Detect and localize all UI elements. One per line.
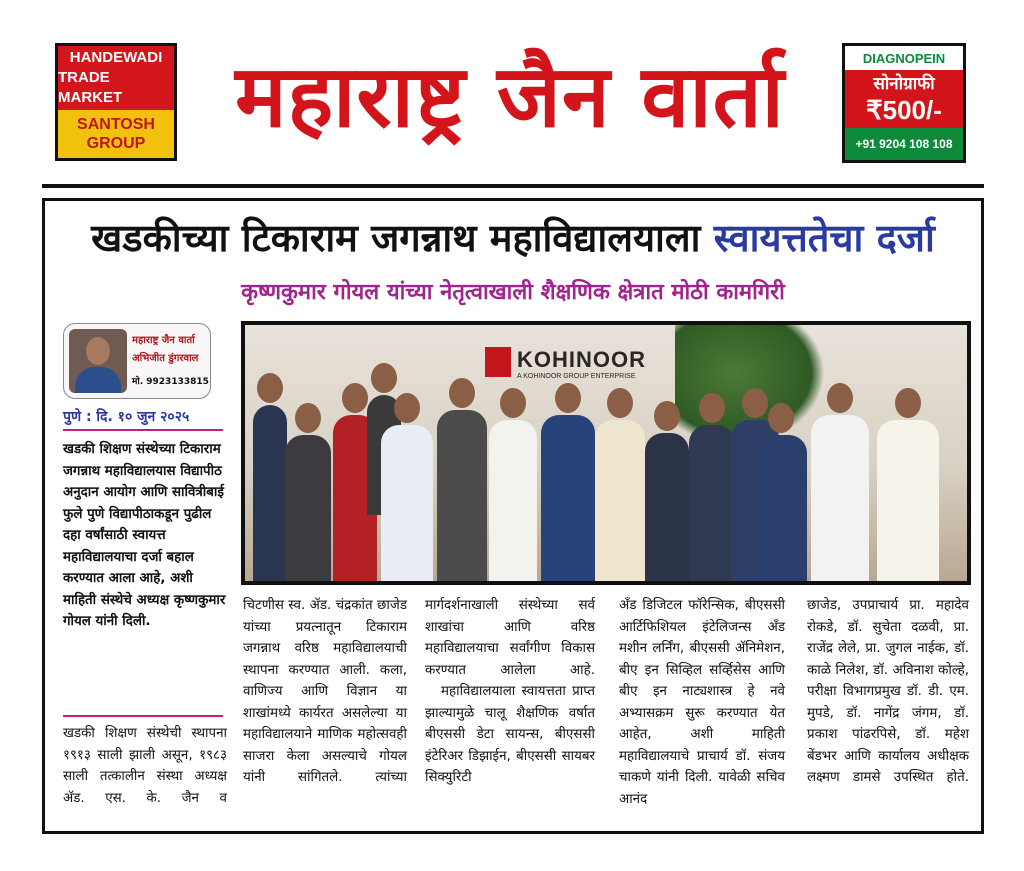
article-photo <box>241 321 971 585</box>
ad-handewadi-top <box>58 46 174 110</box>
ad-brand: DIAGNOPEIN <box>862 50 946 66</box>
headline-highlight: स्वायत्ततेचा दर्जा <box>713 216 935 260</box>
lead-paragraph: खडकी शिक्षण संस्थेच्या टिकाराम जगन्नाथ महाविद्यालयास विद्यापीठ अनुदान आयोग आणि सावित्रीबाई फुले पुणे विद्यापीठाकडून पुढील दहा वर्षांसाठी स्वायत्त महाविद्यालयाचा दर्जा बहाल करण्यात आला आहे, अशी माहिती संस्थेचे अध्यक्ष कृष्णकुमार गोयल यांनी दिली. <box>63 442 226 629</box>
ad-service: सोनोग्राफी <box>873 74 935 94</box>
article-subheadline: कृष्णकुमार गोयल यांच्या नेतृत्वाखाली शैक्षणिक क्षेत्रात मोठी कामगिरी <box>241 280 785 305</box>
ad-diagnopein[interactable] <box>842 43 966 163</box>
dateline: पुणे : दि. १० जुन २०२५ <box>63 409 190 425</box>
col3-para1: मार्गदर्शनाखाली संस्थेच्या सर्व शाखांचा आणि वरिष्ठ महाविद्यालयाचा सर्वांगीण विकास करण्यात आलेला आहे. <box>425 598 595 678</box>
divider <box>63 429 223 431</box>
headline-main: खडकीच्या टिकाराम जगन्नाथ महाविद्यालयाला <box>91 216 714 260</box>
body-column-4: ॲंड डिजिटल फॉरेन्सिक, बीएससी आर्टिफिशियल इंटेलिजन्स ॲंड मशीन लर्निंग, बीएससी ॲनिमेशन, बीए इन सिव्हिल सर्व्हिसेस आणि बीए इन नाट्यशास्त्र हे नवे अभ्यासक्रम सुरू करण्यात येत आहेत, अशी माहिती महाविद्यालयाचे प्राचार्य डॉ. संजय चाकणे यांनी दिली. यावेळी सचिव आनंद <box>619 598 785 807</box>
logo-tag: A KOHINOOR GROUP ENTERPRISE <box>517 373 636 380</box>
ad-line2: TRADE MARKET <box>58 69 123 106</box>
masthead-divider <box>42 184 984 188</box>
col3-para2: महाविद्यालयाला स्वायत्तता प्राप्त झाल्यामुळे चालू शैक्षणिक वर्षात बीएससी डेटा सायन्स, बीएससी इंटेरिअर डिझाईन, बीएससी सायबर सिक्युरिटी <box>425 684 595 785</box>
byline-paper: महाराष्ट्र जैन वार्ता <box>132 335 195 346</box>
body-column-1: खडकी शिक्षण संस्थेची स्थापना १९१३ साली झाली असून, १९८३ साली तत्कालीन संस्था अध्यक्ष ॲड. एस. के. जैन व <box>63 726 227 806</box>
article-headline <box>45 215 981 261</box>
body-column-3 <box>425 595 595 789</box>
byline-card <box>63 323 211 399</box>
byline-reporter: अभिजीत डुंगरवाल <box>132 353 199 364</box>
ad-line3: SANTOSH <box>77 116 155 133</box>
reporter-avatar <box>69 329 127 393</box>
ad-line1: HANDEWADI <box>69 49 163 66</box>
kohinoor-logo <box>485 345 675 385</box>
article-box <box>42 198 984 834</box>
byline-phone: मो. 9923133815 <box>132 377 209 387</box>
body-column-5: छाजेड, उपप्राचार्य प्रा. महादेव रोकडे, डॉ. सुचेता दळवी, प्रा. राजेंद्र लेले, प्रा. जुगल नाईक, डॉ. काळे निलेश, डॉ. अविनाश कोल्हे, परीक्षा विभागप्रमुख डॉ. डी. एम. मुपडे, डॉ. नागेंद्र जंगम, डॉ. प्रकाश पांढरपिसे, डॉ. महेश बेंडभर आणि कार्यालय अधीक्षक लक्ष्मण डामसे उपस्थित होते. <box>807 598 969 785</box>
ad-offer <box>845 70 963 128</box>
ad-price: ₹500/- <box>866 95 942 125</box>
body-column-2: चिटणीस स्व. ॲड. चंद्रकांत छाजेड यांच्या प्रयत्नातून टिकाराम जगन्नाथ वरिष्ठ महाविद्यालयाची स्थापना करण्यात आली. कला, वाणिज्य आणि विज्ञान या शाखांमध्ये कार्यरत असलेल्या या महाविद्यालयाने माणिक महोत्सवही साजरा केला असल्याचे गोयल यांनी सांगितले. त्यांच्या <box>243 598 407 785</box>
ad-line4: GROUP <box>86 135 146 152</box>
ad-handewadi-bottom <box>58 110 174 158</box>
newspaper-title: महाराष्ट्र जैन वार्ता <box>235 46 785 147</box>
ad-phone: +91 9204 108 108 <box>845 128 963 160</box>
ad-handewadi[interactable] <box>55 43 177 161</box>
divider <box>63 715 223 717</box>
logo-text: KOHINOOR <box>517 347 646 372</box>
